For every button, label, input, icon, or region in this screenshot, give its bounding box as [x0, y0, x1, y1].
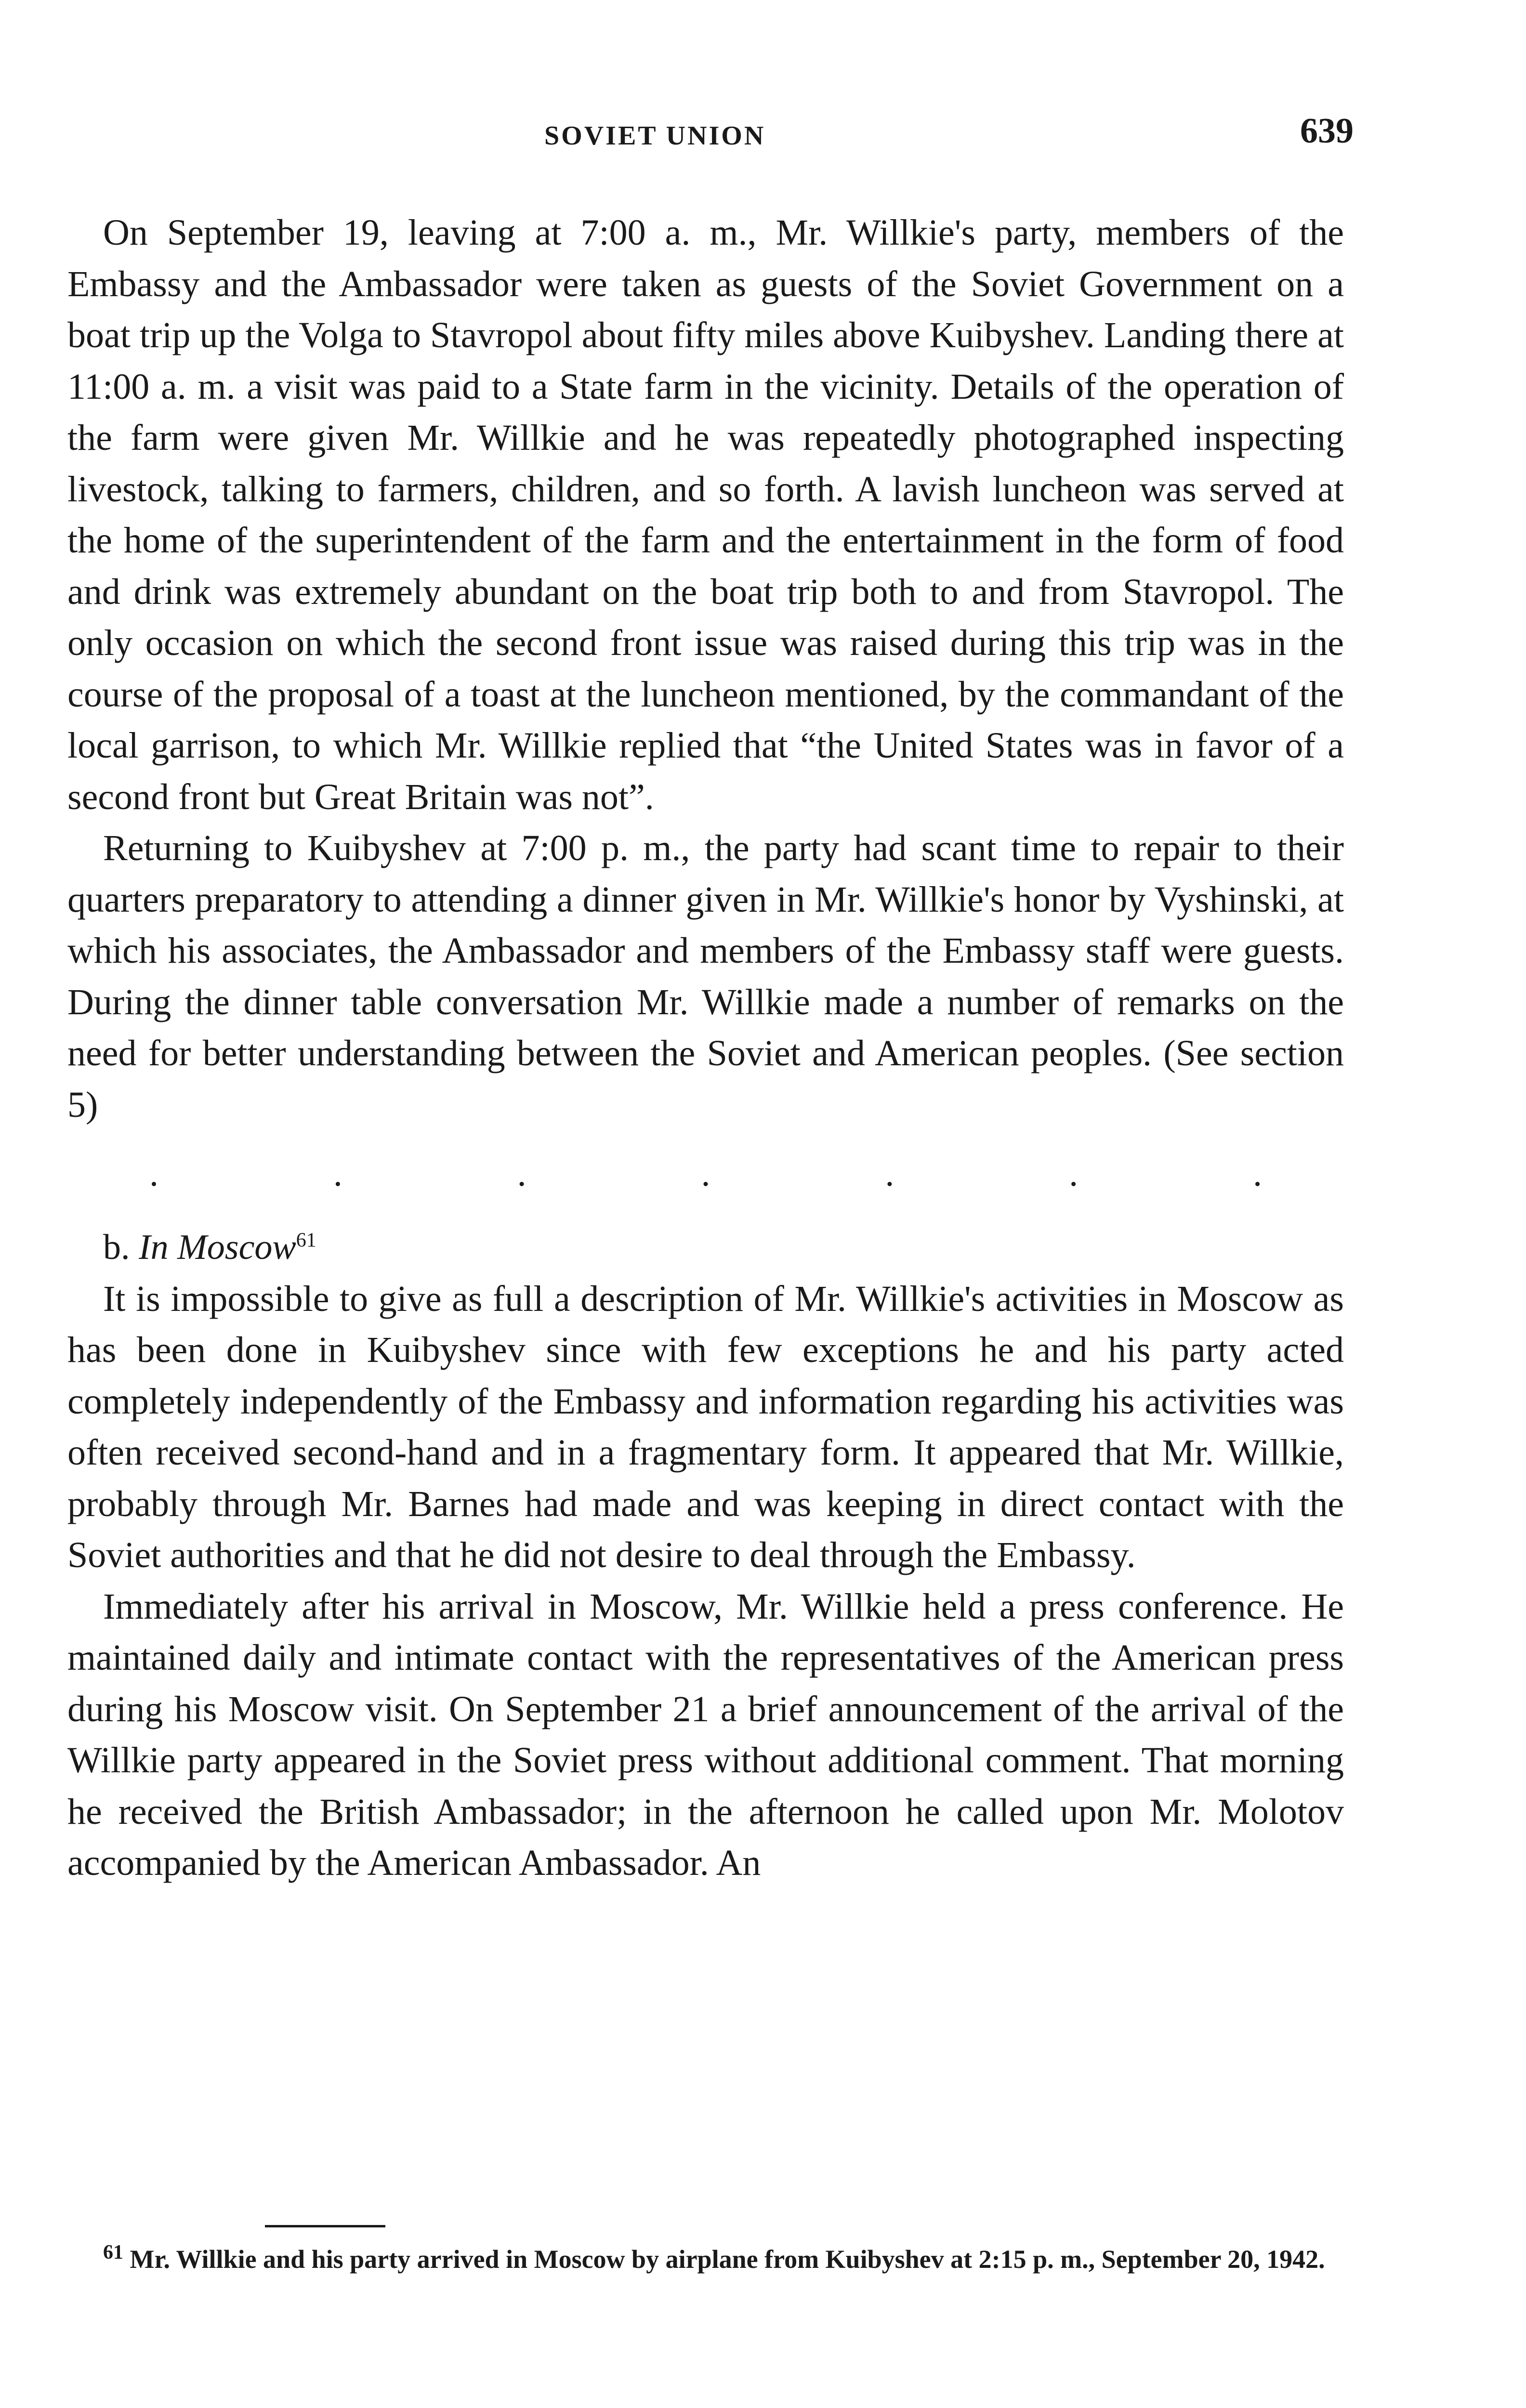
paragraph-press-conference: Immediately after his arrival in Moscow, Mr. Willkie held a press conference. He maintained daily and intimate contact with the representatives of the American press during his Moscow visit. On September 21 a brief announcement of the arrival of the Willkie party appeared in the Soviet press without additional comment. That morning he received the British Ambassador; in the afternoon he called upon Mr. Molotov accompanied by the American Ambassador. An	[67, 1586, 1344, 1883]
footnote-marker: 61	[103, 2241, 123, 2264]
ellipsis-dot: .	[701, 1153, 710, 1194]
paragraph-moscow-activities: It is impossible to give as full a description of Mr. Willkie's activities in Moscow as has been done in Kuibyshev since with few exceptions he and his party acted completely independently of the Embassy and information regarding his activities was often received second-hand and in a fragmentary form. It appeared that Mr. Willkie, probably through Mr. Barnes had made and was keeping in direct contact with the Soviet authorities and that he did not desire to deal through the Embassy.	[67, 1278, 1344, 1575]
document-page	[67, 96, 1354, 2408]
paragraph-return-dinner: Returning to Kuibyshev at 7:00 p. m., the party had scant time to repair to their quarters preparatory to attending a dinner given in Mr. Willkie's honor by Vyshinski, at which his associates, the Ambassador and members of the Embassy staff were guests. During the dinner table conversation Mr. Willkie made a number of remarks on the need for better understanding between the Soviet and American peoples. (See section 5)	[67, 828, 1344, 1125]
ellipsis-dot: .	[1069, 1153, 1079, 1194]
paragraph-boat-trip: On September 19, leaving at 7:00 a. m., Mr. Willkie's party, members of the Embassy and the Ambassador were taken as guests of the Soviet Government on a boat trip up the Volga to Stavropol about fifty miles above Kuibyshev. Landing there at 11:00 a. m. a visit was paid to a State farm in the vicinity. Details of the operation of the farm were given Mr. Willkie and he was repeatedly photographed inspecting livestock, talking to farmers, children, and so forth. A lavish luncheon was served at the home of the superintendent of the farm and the entertainment in the form of food and drink was extremely abundant on the boat trip both to and from Stavropol. The only occasion on which the second front issue was raised during this trip was in the course of the proposal of a toast at the luncheon mentioned, by the commandant of the local garrison, to which Mr. Willkie replied that “the United States was in favor of a second front but Great Britain was not”.	[67, 212, 1344, 817]
section-letter: b.	[103, 1228, 130, 1267]
section-heading	[67, 1222, 1344, 1273]
section-title: In Moscow	[139, 1228, 296, 1267]
footnote-divider	[265, 2225, 385, 2227]
page-header	[67, 96, 1354, 159]
footnote-text: Mr. Willkie and his party arrived in Moscow by airplane from Kuibyshev at 2:15 p. m., September 20, 1942.	[130, 2245, 1325, 2274]
ellipsis-dot: .	[333, 1153, 342, 1194]
footnote	[67, 2239, 1344, 2279]
page-number: 639	[1300, 111, 1354, 151]
ellipsis-separator	[67, 1130, 1344, 1217]
footnote-text-line	[67, 2239, 1344, 2279]
footnote-reference[interactable]: 61	[296, 1229, 316, 1252]
body-text	[67, 207, 1344, 1889]
ellipsis-dot: .	[885, 1153, 895, 1194]
ellipsis-dot: .	[149, 1153, 158, 1194]
ellipsis-dot: .	[517, 1153, 526, 1194]
ellipsis-dot: .	[1252, 1153, 1262, 1194]
running-title: SOVIET UNION	[544, 121, 766, 151]
